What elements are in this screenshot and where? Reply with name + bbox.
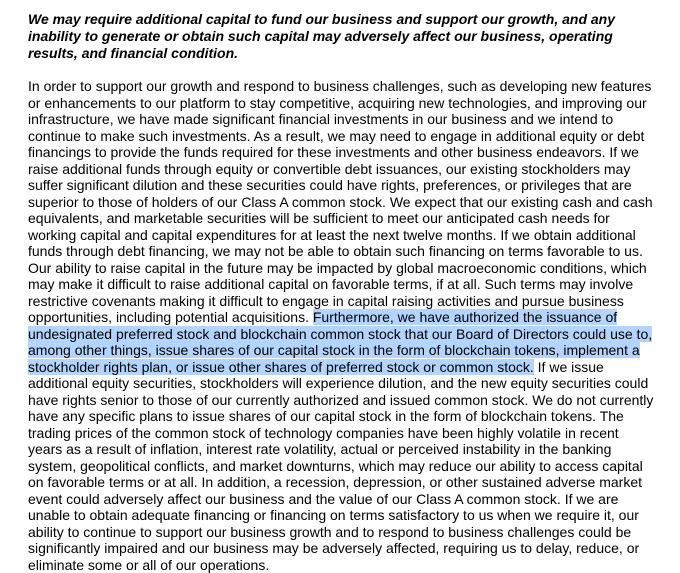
paragraph-text-before-highlight: In order to support our growth and respond to business challenges, such as developing new features or enhancements to our platform to stay competitive, acquiring new technologies, and improving our infrastructure, we have made significant financial investments in our business and we intend to continue to make such investments. As a result, we may need to engage in additional equity or debt financings to provide the funds required for these investments and other business endeavors. If we raise additional funds through equity or convertible debt issuances, our existing stockholders may suffer significant dilution and these securities could have rights, preferences, or privileges that are superior to those of holders of our Class A common stock. We expect that our existing cash and cash equivalents, and marketable securities will be sufficient to meet our anticipated cash needs for working capital and capital expenditures for at least the next twelve months. If we obtain additional funds through debt financing, we may not be able to obtain such financing on terms favorable to us. Our ability to raise capital in the future may be impacted by global macroeconomic conditions, which may make it difficult to raise additional capital on favorable terms, if at all. Such terms may involve restrictive covenants making it difficult to engage in capital raising activities and pursue business opportunities, including potential acquisitions. xyxy=(28,78,653,325)
risk-factor-paragraph xyxy=(28,78,654,573)
paragraph-text-after-highlight: If we issue additional equity securities, stockholders will experience dilution, and the new equity securities could have rights senior to those of our currently authorized and issued common stock. We do not currently have any specific plans to issue shares of our capital stock in the form of blockchain tokens. The trading prices of the common stock of technology companies have been highly volatile in recent years as a result of inflation, interest rate volatility, actual or perceived instability in the banking system, geopolitical conflicts, and market downturns, which may reduce our ability to access capital on favorable terms or at all. In addition, a recession, depression, or other sustained adverse market event could adversely affect our business and the value of our Class A common stock. If we are unable to obtain adequate financing or financing on terms satisfactory to us when we require it, our ability to continue to support our business growth and to respond to business challenges could be significantly impaired and our business may be adversely affected, requiring us to delay, reduce, or eliminate some or all of our operations. xyxy=(28,358,654,573)
highlighted-text-selection[interactable]: Furthermore, we have authorized the issuance of undesignated preferred stock and blockchain common stock that our Board of Directors could use to, among other things, issue shares of our capital stock in the form of blockchain tokens, implement a stockholder rights plan, or issue other shares of preferred stock or common stock. xyxy=(28,309,653,375)
risk-factor-heading: We may require additional capital to fund our business and support our growth, and any inability to generate or obtain such capital may adversely affect our business, operating results, and financial condition. xyxy=(28,11,616,61)
